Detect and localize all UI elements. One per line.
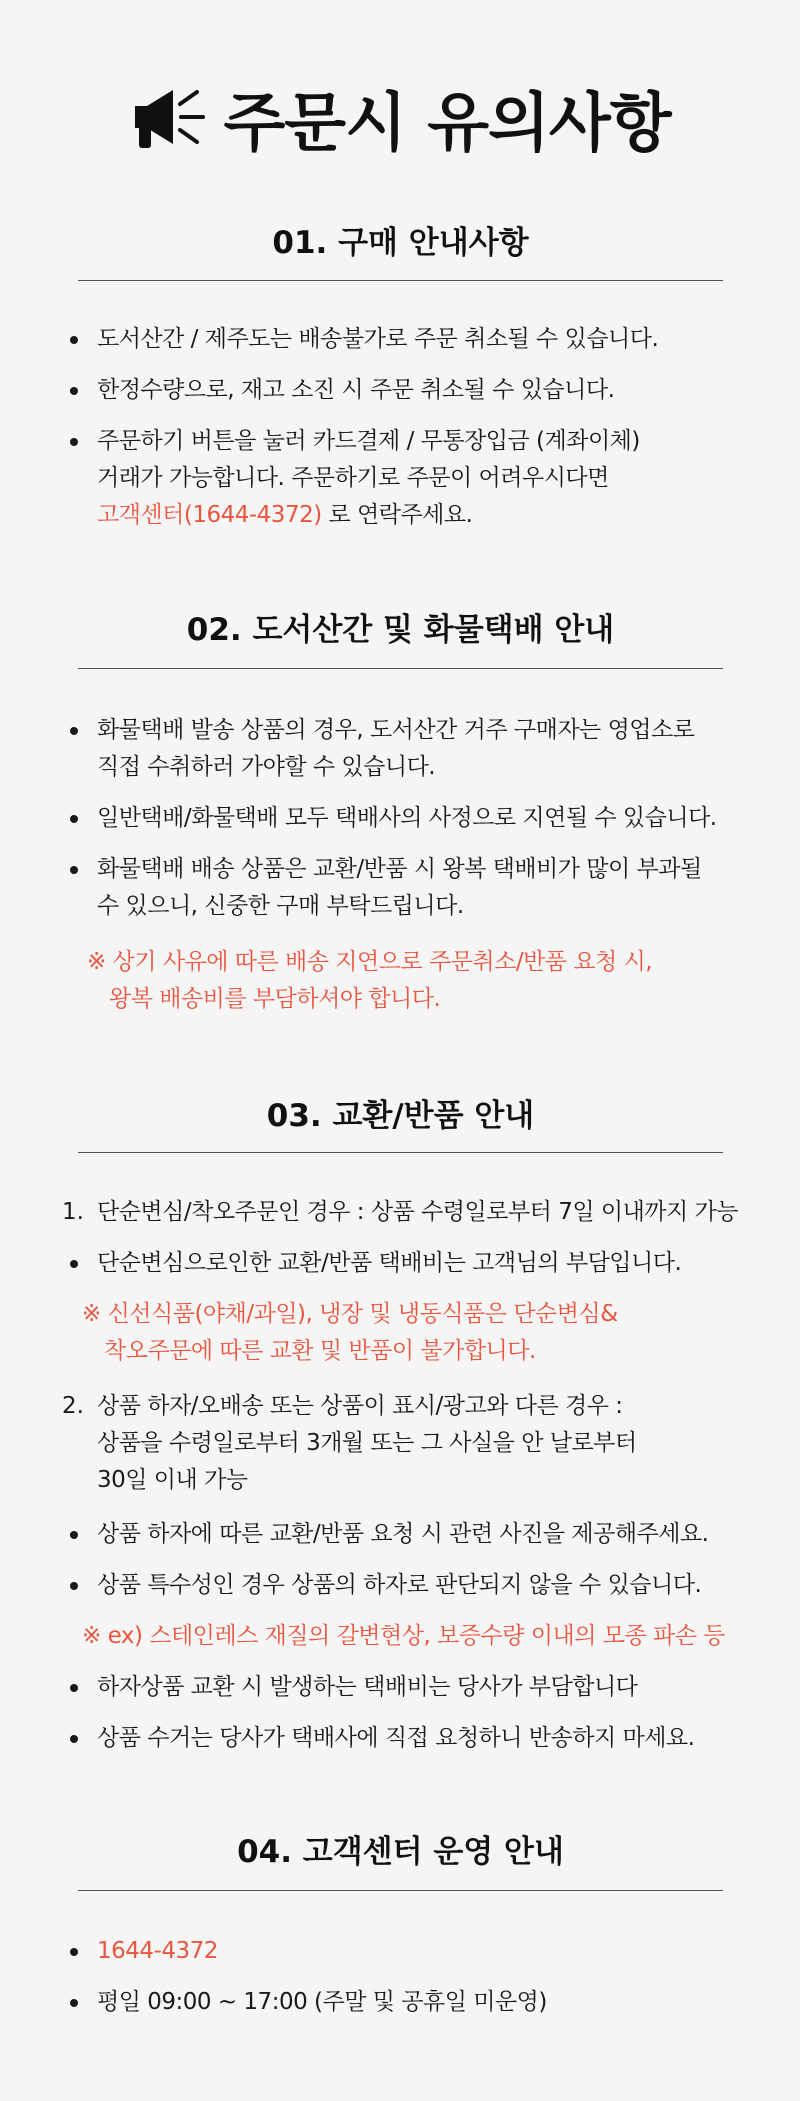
section-divider — [78, 1890, 723, 1891]
bullet-dot — [70, 1531, 78, 1539]
operating-hours: 평일 09:00 ~ 17:00 (주말 및 공휴일 미운영) — [97, 1989, 547, 2015]
list-item: 상품 수거는 당사가 택배사에 직접 요청하니 반송하지 마세요. — [97, 1725, 695, 1751]
list-item-line — [97, 497, 757, 534]
numbered-item-line: 30일 이내 가능 — [97, 1467, 248, 1493]
list-item — [97, 712, 757, 786]
warning-note — [82, 1296, 762, 1370]
list-item-text: 로 연락주세요. — [321, 502, 473, 528]
section-divider — [78, 1152, 723, 1153]
customer-center-phone[interactable]: 1644-4372 — [97, 1938, 218, 1964]
megaphone-icon — [129, 82, 211, 154]
list-item: 상품 특수성인 경우 상품의 하자로 판단되지 않을 수 있습니다. — [97, 1572, 702, 1598]
bullet-dot — [70, 815, 78, 823]
section-divider — [78, 668, 723, 669]
numbered-item-line: 상품 하자/오배송 또는 상품이 표시/광고와 다른 경우 : — [97, 1393, 623, 1419]
list-item: 단순변심으로인한 교환/반품 택배비는 고객님의 부담입니다. — [97, 1250, 682, 1276]
list-item-line: 화물택배 발송 상품의 경우, 도서산간 거주 구매자는 영업소로 — [97, 717, 695, 743]
numbered-item — [97, 1388, 757, 1499]
customer-center-link[interactable]: 고객센터(1644-4372) — [97, 502, 322, 528]
list-item — [97, 851, 757, 925]
warning-note-line: ※ 상기 사유에 따른 배송 지연으로 주문취소/반품 요청 시, — [87, 949, 653, 975]
warning-note-line: 왕복 배송비를 부담하셔야 합니다. — [109, 986, 441, 1012]
bullet-dot — [70, 727, 78, 735]
section-heading-customer-center: 04. 고객센터 운영 안내 — [237, 1834, 564, 1870]
warning-note-line: ※ 신선식품(야채/과일), 냉장 및 냉동식품은 단순변심& — [82, 1301, 618, 1327]
bullet-dot — [70, 387, 78, 395]
list-item: 한정수량으로, 재고 소진 시 주문 취소될 수 있습니다. — [97, 377, 615, 403]
page-header — [0, 72, 800, 164]
list-item-line: 화물택배 배송 상품은 교환/반품 시 왕복 택배비가 많이 부과될 — [97, 856, 702, 882]
list-item: 도서산간 / 제주도는 배송불가로 주문 취소될 수 있습니다. — [97, 326, 659, 352]
bullet-dot — [70, 1948, 78, 1956]
warning-note-line: 착오주문에 따른 교환 및 반품이 불가합니다. — [104, 1338, 536, 1364]
list-item: 일반택배/화물택배 모두 택배사의 사정으로 지연될 수 있습니다. — [97, 805, 717, 831]
section-heading-purchase: 01. 구매 안내사항 — [272, 225, 529, 261]
bullet-dot — [70, 1260, 78, 1268]
bullet-dot — [70, 1684, 78, 1692]
section-divider — [78, 280, 723, 281]
numbered-item-line: 상품을 수령일로부터 3개월 또는 그 사실을 안 날로부터 — [97, 1430, 637, 1456]
list-number: 2. — [62, 1393, 84, 1419]
list-item-line: 직접 수취하러 가야할 수 있습니다. — [97, 754, 436, 780]
list-item-line: 거래가 가능합니다. 주문하기로 주문이 어려우시다면 — [97, 465, 609, 491]
warning-note: ※ ex) 스테인레스 재질의 갈변현상, 보증수량 이내의 모종 파손 등 — [82, 1623, 725, 1649]
bullet-dot — [70, 336, 78, 344]
bullet-dot — [70, 866, 78, 874]
list-item: 하자상품 교환 시 발생하는 택배비는 당사가 부담합니다 — [97, 1674, 638, 1700]
list-number: 1. — [62, 1199, 84, 1225]
numbered-item: 단순변심/착오주문인 경우 : 상품 수령일로부터 7일 이내까지 가능 — [97, 1199, 738, 1225]
warning-note — [87, 944, 767, 1018]
list-item: 상품 하자에 따른 교환/반품 요청 시 관련 사진을 제공해주세요. — [97, 1521, 709, 1547]
bullet-dot — [70, 1582, 78, 1590]
section-heading-remote-freight: 02. 도서산간 및 화물택배 안내 — [186, 612, 615, 648]
page-title: 주문시 유의사항 — [223, 87, 671, 161]
list-item — [97, 423, 757, 534]
list-item-line: 수 있으니, 신중한 구매 부탁드립니다. — [97, 893, 464, 919]
bullet-dot — [70, 1999, 78, 2007]
list-item-line: 주문하기 버튼을 눌러 카드결제 / 무통장입금 (계좌이체) — [97, 428, 640, 454]
bullet-dot — [70, 438, 78, 446]
section-heading-exchange-return: 03. 교환/반품 안내 — [266, 1098, 535, 1134]
bullet-dot — [70, 1735, 78, 1743]
